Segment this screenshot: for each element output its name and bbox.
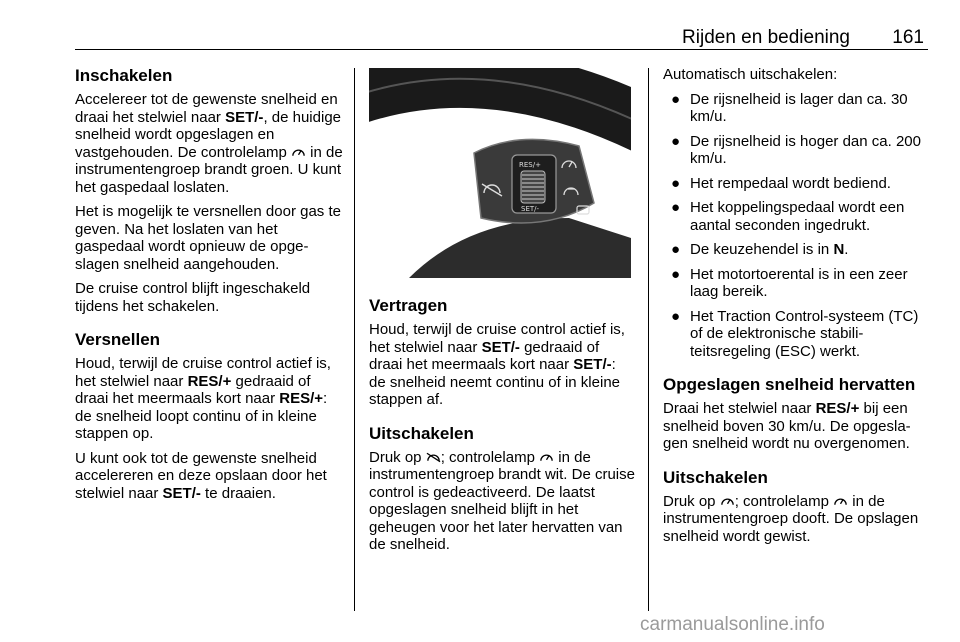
column-1 bbox=[75, 66, 343, 509]
auto-off-intro: Automatisch uitschakelen: bbox=[663, 66, 838, 83]
heading-uitschakelen-2: Uitschakelen bbox=[663, 467, 768, 487]
auto-off-list bbox=[663, 91, 928, 361]
list-item: ● De keuzehendel is in N. bbox=[671, 241, 849, 258]
page-header bbox=[75, 23, 928, 50]
paragraph-hervatten: Draai het stelwiel naar RES/+ bij een snelheid boven 30 km/u. De opgesla-gen snelheid wordt nu overgenomen. bbox=[663, 400, 911, 452]
list-item: ● Het koppelingspedaal wordt een aantal seconden ingedrukt. bbox=[671, 199, 905, 234]
paragraph-versnellen: Houd, terwijl de cruise control actief is, het stelwiel naar RES/+ gedraaid of draai het meermaals kort naar RES/+: de snelheid loopt continu of in kleine stappen op. bbox=[75, 355, 331, 442]
cruise-off-icon bbox=[426, 451, 441, 463]
page-number: 161 bbox=[892, 27, 924, 48]
paragraph-schakelen: De cruise control blijft ingeschakeld tijdens het schakelen. bbox=[75, 280, 311, 315]
cruise-control-lamp-icon bbox=[291, 146, 306, 158]
watermark: carmanualsonline.info bbox=[640, 614, 825, 635]
heading-versnellen: Versnellen bbox=[75, 330, 161, 349]
list-item: ● Het rempedaal wordt bediend. bbox=[671, 174, 891, 192]
list-item: ● De rijsnelheid is lager dan ca. 30 km/u. bbox=[671, 90, 908, 125]
list-item: ● Het motortoerental is in een zeer laag bereik. bbox=[671, 265, 908, 300]
paragraph-opslaan: U kunt ook tot de gewenste snelheid accelereren en deze opslaan door het stelwiel naar SET/- te draaien. bbox=[75, 449, 327, 502]
cruise-control-lamp-icon bbox=[833, 495, 848, 507]
paragraph-inschakelen: Accelereer tot de gewenste snelheid en draai het stelwiel naar SET/-, de huidige snelheid wordt opgeslagen en vastgehouden. De controlelamp in de instrumentengroep brandt groen. U kunt het gaspedaal loslaten. bbox=[75, 91, 343, 196]
paragraph-uitschakelen-2: Druk op ; controlelamp in de instrumentengroep dooft. De opslagen snelheid wordt gewist. bbox=[663, 492, 919, 545]
column-divider-2 bbox=[648, 68, 649, 611]
cruise-control-button-icon bbox=[720, 495, 735, 507]
column-divider-1 bbox=[354, 68, 355, 611]
heading-opgeslagen-snelheid: Opgeslagen snelheid hervatten bbox=[663, 375, 916, 394]
heading-uitschakelen: Uitschakelen bbox=[369, 423, 474, 443]
paragraph-uitschakelen: Druk op ; controlelamp in de instrumentengroep brandt wit. De cruise control is gedeactiveerd. De laatst opgeslagen snelheid blijft in het geheugen voor het later hervatten van de snelheid. bbox=[369, 448, 635, 553]
heading-vertragen: Vertragen bbox=[369, 296, 448, 315]
steering-wheel-illustration bbox=[369, 68, 631, 278]
column-2 bbox=[369, 296, 636, 561]
roller-label-set: SET/- bbox=[521, 205, 540, 213]
heading-inschakelen: Inschakelen bbox=[75, 66, 173, 85]
column-3 bbox=[663, 66, 928, 552]
cruise-control-lamp-icon bbox=[539, 451, 554, 463]
roller-label-res: RES/+ bbox=[519, 161, 541, 169]
paragraph-versnellen-gas: Het is mogelijk te versnellen door gas te geven. Na het loslaten van het gaspedaal wordt opnieuw de opge-slagen snelheid aangehouden. bbox=[75, 203, 341, 273]
list-item: ● De rijsnelheid is hoger dan ca. 200 km/u. bbox=[671, 132, 921, 167]
list-item: ● Het Traction Control-systeem (TC) of de elektronische stabili-teitsregeling (ESC) werkt. bbox=[671, 307, 919, 360]
chapter-title: Rijden en bediening bbox=[682, 27, 850, 48]
steering-wheel-figure bbox=[369, 68, 631, 278]
paragraph-vertragen: Houd, terwijl de cruise control actief is, het stelwiel naar SET/- gedraaid of draai het meermaals kort naar SET/-: de snelheid neemt continu of in kleine stappen af. bbox=[369, 321, 625, 408]
